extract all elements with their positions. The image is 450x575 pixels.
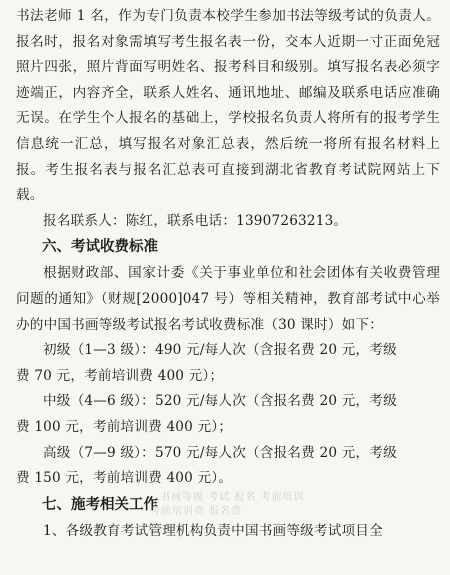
fee-tier-intermediate-cont: 费 100 元，考前培训费 400 元）；	[16, 418, 233, 435]
bleed-through-text: 书画等级 考试 报名 考前培训	[160, 492, 305, 503]
section-7-item-1: 1、各级教育考试管理机构负责中国书画等级考试项目全	[43, 522, 383, 539]
fee-tier-advanced: 高级（7—9 级）：570 元/每人次（含报名费 20 元，考级	[43, 444, 397, 461]
fee-tier-intermediate: 中级（4—6 级）：520 元/每人次（含报名费 20 元，考级	[43, 393, 397, 410]
fee-tier-advanced-cont: 费 150 元，考前培训费 400 元）。	[16, 470, 233, 487]
fee-tier-beginner: 初级（1—3 级）：490 元/每人次（含报名费 20 元，考级	[43, 342, 397, 359]
section-7-heading: 七、施考相关工作	[42, 496, 158, 513]
bleed-through-text-2: 考前培训费 报名费	[150, 506, 243, 517]
fee-intro-paragraph: 根据财政部、国家计委《关于事业单位和社会团体有关收费管理问题的通知》（财规[2000]047 号）等相关精神，教育部考试中心举办的中国书画等级考试报名考试收费标准（30 课时）如下：	[16, 265, 440, 333]
fee-tier-beginner-cont: 费 70 元，考前培训费 400 元）；	[16, 367, 224, 384]
registration-paragraph: 书法老师 1 名，作为专门负责本校学生参加书法等级考试的负责人。报名时，报名对象需填写考生报名表一份，交本人近期一寸正面免冠照片四张，照片背面写明姓名、报考科目和级别。填写报名表必须字迹端正，内容齐全，联系人姓名、通讯地址、邮编及联系电话应准确无误。在学生个人报名的基础上，学校报名负责人将所有的报考学生信息统一汇总，填写报名对象汇总表，然后统一将所有报名材料上报。考生报名表与报名汇总表可直接到湖北省教育考试院网站上下载。	[16, 8, 440, 204]
contact-line: 报名联系人：陈红，联系电话：13907263213。	[43, 212, 348, 229]
section-6-heading: 六、考试收费标准	[42, 239, 158, 256]
